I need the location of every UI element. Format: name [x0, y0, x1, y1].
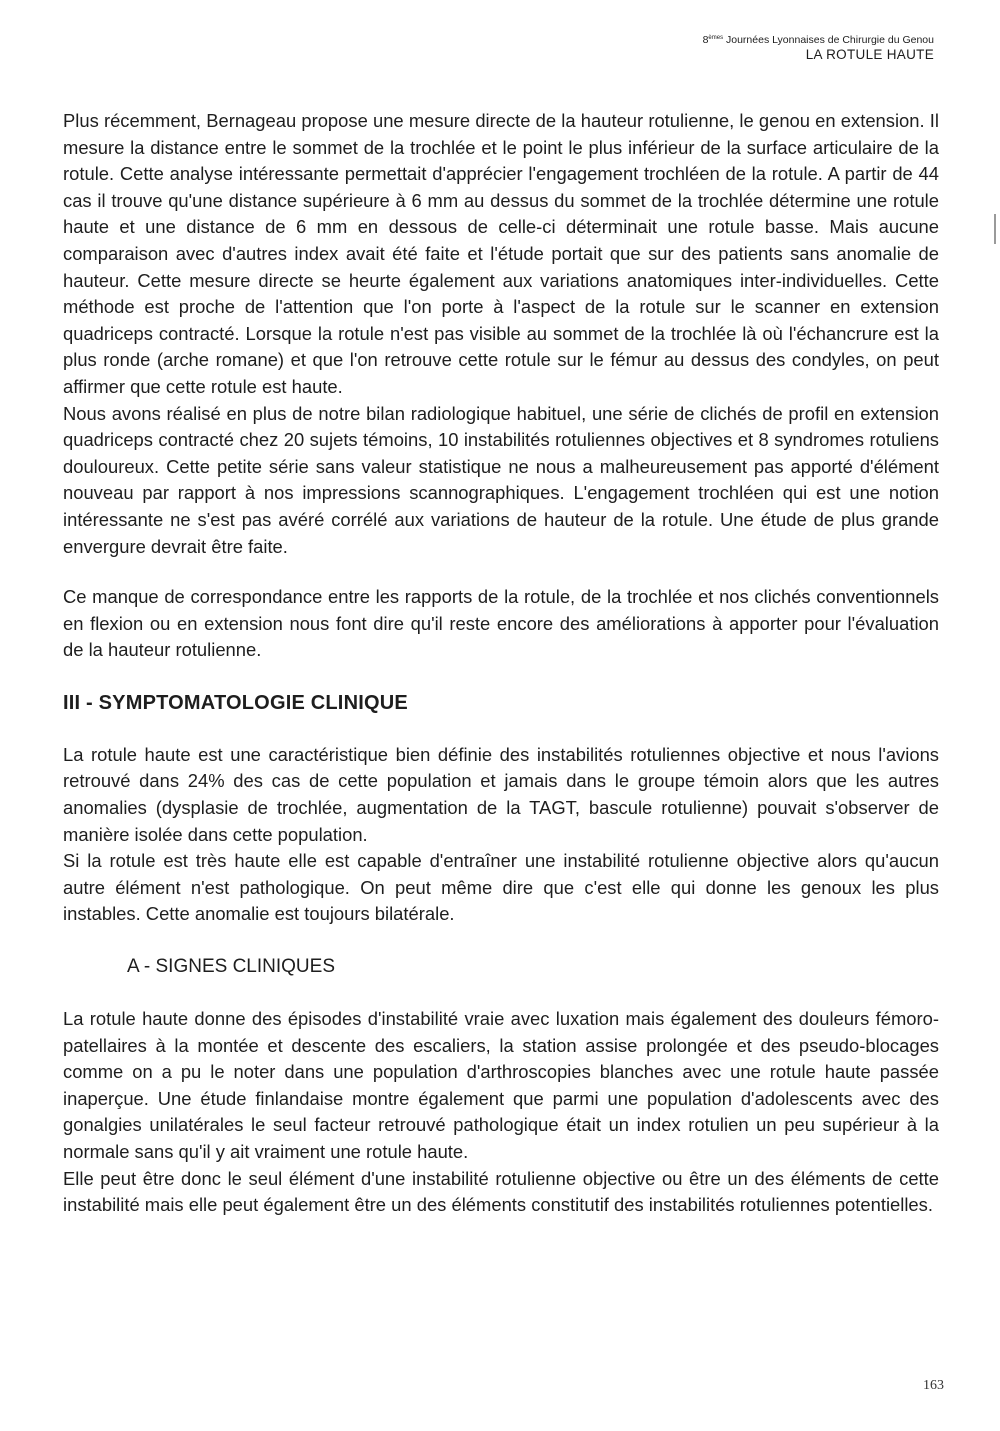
paragraph-instability-definition: La rotule haute est une caractéristique bien définie des instabilités rotuliennes objective et nous l'avions retrouvé dans 24% des cas de cette population et jamais dans le groupe témoin alors que les autres anomalies (dysplasie de trochlée, augmentation de la TAGT, bascule rotulienne) pouvait s'observer de manière isolée dans cette population.	[63, 743, 939, 845]
subsection-heading-signes-cliniques: A - SIGNES CLINIQUES	[127, 956, 335, 978]
paragraph-clinical-signs: La rotule haute donne des épisodes d'instabilité vraie avec luxation mais également des douleurs fémoro-patellaires à la montée et descente des escaliers, la station assise prolongée et des pseudo-blocages comme on a pu le noter dans une population d'arthroscopies blanches avec une rotule haute passée inaperçue. Une étude finlandaise montre également que parmi une population d'adolescents avec des gonalgies unilatérales le seul facteur retrouvé pathologique était un index rotulien un peu supérieur à la normale sans qu'il y ait vraiment une rotule haute.	[63, 1008, 939, 1162]
journal-ordinal-suffix: èmes	[708, 35, 724, 41]
paragraph-gap	[63, 560, 939, 584]
paragraph-gap	[63, 928, 939, 952]
running-header	[703, 34, 934, 64]
paragraph-instability-element: Elle peut être donc le seul élément d'une instabilité rotulienne objective ou être un des éléments de cette instabilité mais elle peut également être un des éléments constitutif des instabilités rotuliennes potentielles.	[63, 1167, 939, 1216]
paragraph-gap	[63, 664, 939, 688]
paragraph-gap	[63, 982, 939, 1006]
page-body	[63, 108, 939, 1219]
paragraph-own-series: Nous avons réalisé en plus de notre bilan radiologique habituel, une série de clichés de profil en extension quadriceps contracté chez 20 sujets témoins, 10 instabilités rotuliennes objectives et 8 syndromes rotuliens douloureux. Cette petite série sans valeur statistique ne nous a malheureusement pas apporté d'élément nouveau par rapport à nos impressions scannographiques. L'engagement trochléen qui est une notion intéressante ne s'est pas avéré corrélé aux variations de hauteur de la rotule. Une étude de plus grande envergure devrait être faite.	[63, 402, 939, 557]
paragraph-very-high-patella: Si la rotule est très haute elle est capable d'entraîner une instabilité rotulienne objective alors qu'aucun autre élément n'est pathologique. On peut même dire que c'est elle qui donne les genoux les plus instables. Cette anomalie est toujours bilatérale.	[63, 850, 939, 925]
journal-name: Journées Lyonnaises de Chirurgie du Genou	[723, 34, 934, 46]
paragraph-gap	[63, 718, 939, 742]
paragraph-bernageau-measure: Plus récemment, Bernageau propose une mesure directe de la hauteur rotulienne, le genou en extension. Il mesure la distance entre le sommet de la trochlée et le point le plus inférieur de la surface articulaire de la rotule. Cette analyse intéressante permettait d'apprécier l'engagement trochléen de la rotule. A partir de 44 cas il trouve qu'une distance supérieure à 6 mm au dessus du sommet de la trochlée détermine une rotule haute et une distance de 6 mm en dessous de celle-ci déterminait une rotule basse. Mais aucune comparaison avec d'autres index avait été faite et l'étude portait que sur des patients sans anomalie de hauteur. Cette mesure directe se heurte également aux variations anatomiques inter-individuelles. Cette méthode est proche de l'attention que l'on porte à l'aspect de la rotule sur le scanner en extension quadriceps contracté. Lorsque la rotule n'est pas visible au sommet de la trochlée là où l'échancrure est la plus ronde (arche romane) et que l'on retrouve cette rotule sur le fémur au dessus des condyles, on peut affirmer que cette rotule est haute.	[63, 110, 939, 397]
paragraph-conclusion: Ce manque de correspondance entre les rapports de la rotule, de la trochlée et nos clichés conventionnels en flexion ou en extension nous font dire qu'il reste encore des améliorations à apporter pour l'évaluation de la hauteur rotulienne.	[63, 586, 939, 661]
article-subject: LA ROTULE HAUTE	[805, 47, 934, 63]
journal-ordinal: 8	[702, 34, 709, 46]
page-number: 163	[923, 1378, 944, 1393]
section-heading-symptomatologie: III - SYMPTOMATOLOGIE CLINIQUE	[63, 691, 408, 714]
journal-title	[703, 34, 934, 47]
scan-edge-mark	[994, 214, 996, 244]
